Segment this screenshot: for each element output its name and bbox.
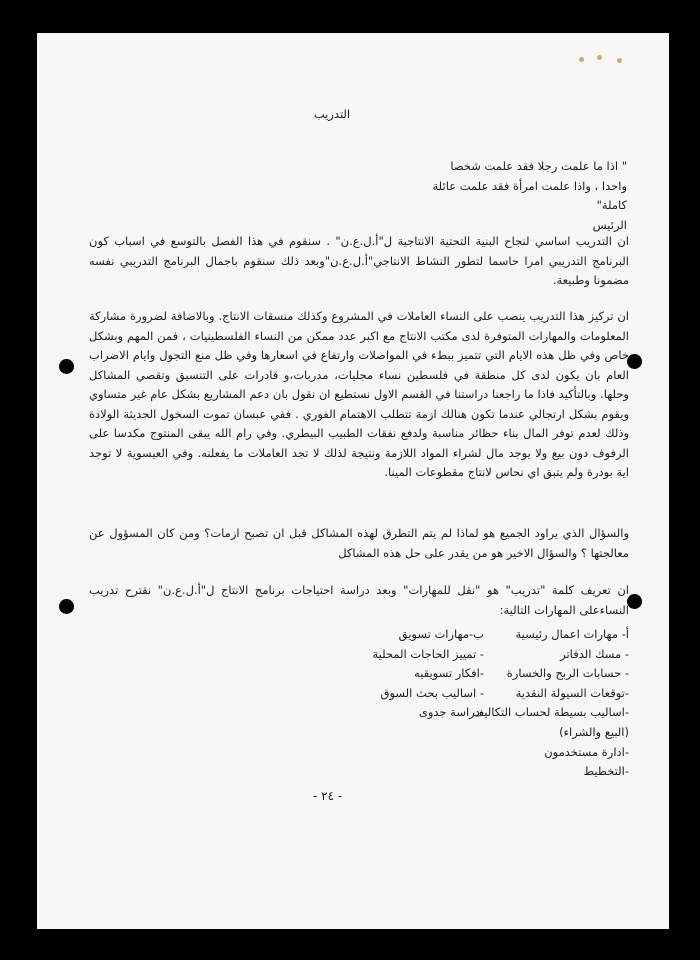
document-page bbox=[37, 33, 669, 929]
list-item: -اساليب بسيطة لحساب التكاليف bbox=[472, 705, 629, 720]
list-item: -ادارة مستخدمون bbox=[544, 744, 629, 759]
list-item: (البيع والشراء) bbox=[559, 724, 629, 739]
stain-mark bbox=[597, 55, 602, 60]
list-item: - حسابات الربح والخسارة bbox=[506, 666, 629, 681]
list-item: -التخطيط bbox=[583, 764, 629, 779]
list-row bbox=[89, 723, 629, 743]
stain-mark bbox=[617, 58, 622, 63]
list-row bbox=[89, 684, 629, 704]
list-row bbox=[89, 625, 629, 645]
list-item: ب-مهارات تسويق bbox=[398, 627, 484, 641]
quote-line: واحدا ، واذا علمت امرأة فقد علمت عائلة bbox=[432, 178, 627, 193]
paragraph-intro: ان التدريب اساسي لنجاح البنية التحتية الانتاجية ل"أ.ل.ع.ن" . سنقوم في هذا الفصل بالتوسع في اسباب كون البرنامج التدريبي امرا حاسما لتطور النشاط الانتاجي"أ.ل.ع.ن"وبعد ذلك سنقوم باجمال البرنامج التدريبي نفسه مضمونا وطبيعة. bbox=[89, 234, 629, 287]
paragraph-focus: ان تركيز هذا التدريب ينصب على النساء العاملات في المشروع وكذلك منسقات الانتاج. وبالاضافة لضرورة مشاركة المعلومات والمهارات المتوفرة لدى مكتب الانتاج مع اكبر عدد ممكن من النساء الفلسطينيات ، فمن المهم وبشكل خاص وفي ظل هذه الايام التي تتميز ببطء في المواصلات وارتفاع في اسعارها وفي ظل منع التجول وايام الاضراب العام بان يكون لدى كل منطقة في فلسطين نساء مجليات، مدربات،و قادرات على التنسيق وتقصي المشاكل وحلها. وبالتأكيد فاذا ما راجعنا دراستنا في القسم الاول نستطيع ان نقول بان دعم المشاريع بشكل عام غير متساوي ويقوم بشكل ارتجالي عندما تكون هنالك ازمة تتطلب الاهتمام الفوري . ففي عبسان تموت السخول الحديثة الولادة وذلك لعدم توفر المال بناء حظائر مناسبة ولدفع نفقات الطبيب البيطري. وفي رام الله يبقى المنتوج مكدسا على الرفوف دون بيع ولا يوجد مال لشراء المواد اللازمة ونتيجة لذلك لا تجد العاملات ما يفعلنه. وفي العيسوية لا توجد اية بودرة ولم يتبق اي نحاس لانتاج مقطوعات المينا. bbox=[89, 309, 629, 479]
page-number: - ٢٤ - bbox=[313, 789, 343, 803]
list-row bbox=[89, 762, 629, 782]
list-item: - اساليب بحث السوق bbox=[380, 685, 484, 700]
punch-hole bbox=[627, 594, 642, 609]
list-row bbox=[89, 703, 629, 723]
list-row bbox=[89, 743, 629, 763]
list-item: - مسك الدفاتر bbox=[560, 646, 629, 661]
punch-hole bbox=[59, 359, 74, 374]
list-row bbox=[89, 645, 629, 665]
list-item: -دراسة جدوى bbox=[418, 705, 484, 720]
paragraph-question: والسؤال الذي يراود الجميع هو لماذا لم يتم التطرق لهذه المشاكل قبل ان تصبح ازمات؟ ومن كان المسؤول عن معالجتها ؟ والسؤال الاخير هو من يقدر على حل هذه المشاكل bbox=[89, 526, 629, 560]
quote-block bbox=[337, 157, 627, 235]
list-item: -افكار تسويقيه bbox=[414, 666, 484, 681]
punch-hole bbox=[59, 599, 74, 614]
skills-list bbox=[89, 625, 629, 782]
quote-author: الرئيس bbox=[592, 217, 627, 232]
list-item: أ- مهارات اعمال رئيسية bbox=[515, 627, 629, 641]
punch-hole bbox=[627, 354, 642, 369]
quote-line: " اذا ما علمت رجلا فقد علمت شخصا bbox=[450, 159, 627, 173]
list-row bbox=[89, 664, 629, 684]
list-item: - تمييز الحاجات المحلية bbox=[372, 646, 484, 661]
paragraph-definition: ان تعريف كلمة "تدريب" هو "نقل للمهارات" وبعد دراسة احتياجات برنامج الانتاج ل"أ.ل.ع.ن" نقترح تدريب النساءعلى المهارات التالية: bbox=[89, 583, 629, 617]
stain-mark bbox=[579, 57, 584, 62]
page-title: التدريب bbox=[313, 107, 351, 121]
quote-line: كاملة" bbox=[596, 198, 627, 212]
list-item: -توقعات السيولة النقدية bbox=[515, 685, 629, 700]
